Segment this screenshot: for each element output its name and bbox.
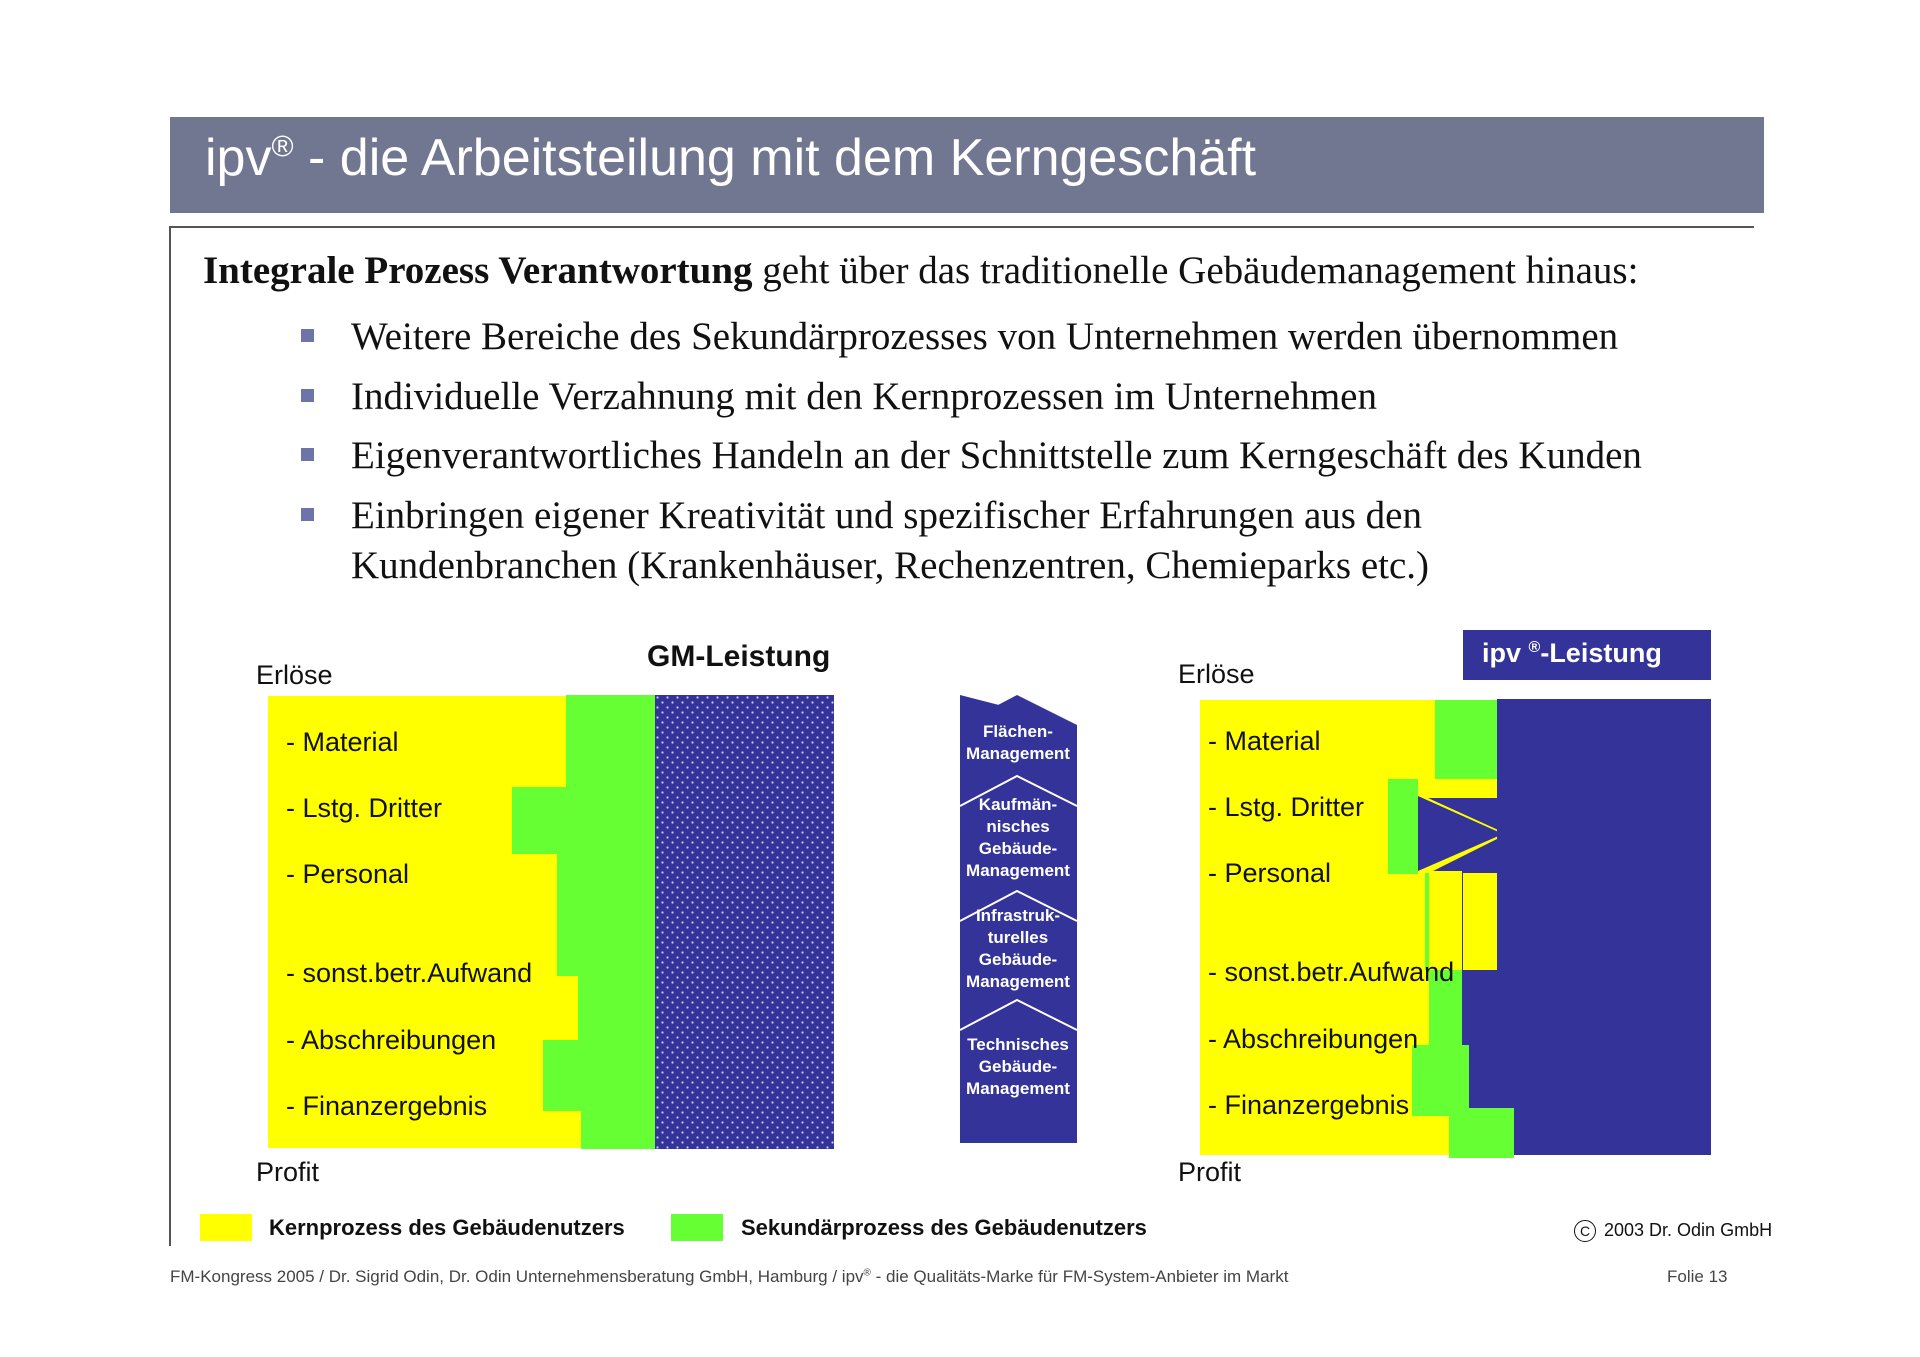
row-label: - sonst.betr.Aufwand: [286, 958, 533, 988]
row-label: - Lstg. Dritter: [286, 793, 443, 823]
row-label: - Abschreibungen: [1208, 1024, 1419, 1054]
row-label: - Personal: [286, 859, 410, 889]
legend-swatch-kern: [200, 1214, 252, 1241]
footer-text: FM-Kongress 2005 / Dr. Sigrid Odin, Dr. Odin Unternehmensberatung GmbH, Hamburg / ipv® - die Qualitäts-Marke für FM-System-Anbieter im Markt: [170, 1267, 1289, 1286]
profit-label: Profit: [256, 1157, 320, 1187]
erloese-label: Erlöse: [1178, 659, 1255, 689]
row-label: - Personal: [1208, 858, 1332, 888]
row-label: - Material: [286, 727, 399, 757]
arrow-segment-infrastrukturell: Infrastruk- turelles Gebäude- Management: [966, 906, 1070, 991]
slide-title: ipv® - die Arbeitsteilung mit dem Kerngeschäft: [205, 129, 1257, 187]
arrow-segment-technisch: Technisches Gebäude- Management: [966, 1035, 1070, 1098]
row-label: - Material: [1208, 726, 1321, 756]
gm-leistung-area: [655, 695, 834, 1149]
row-label: - sonst.betr.Aufwand: [1208, 957, 1455, 987]
row-label: - Finanzergebnis: [1208, 1090, 1410, 1120]
copyright-icon: C: [1574, 1220, 1596, 1242]
bullet-text: Eigenverantwortliches Handeln an der Schnittstelle zum Kerngeschäft des Kunden: [351, 434, 1642, 477]
bullet-text: Individuelle Verzahnung mit den Kernprozessen im Unternehmen: [351, 375, 1377, 418]
ipv-leistung-heading: ipv ®-Leistung: [1482, 638, 1662, 668]
row-label: - Lstg. Dritter: [1208, 792, 1365, 822]
legend-swatch-sekundaer: [671, 1214, 723, 1241]
arrow-segment-kaufmaennisch: Kaufmän- nisches Gebäude- Management: [966, 795, 1070, 880]
ipv-leistung-area: [1497, 699, 1711, 1155]
arrow-segment-flaechen: Flächen- Management: [966, 722, 1070, 763]
copyright-note: C 2003 Dr. Odin GmbH: [1574, 1220, 1772, 1242]
gm-leistung-heading: GM-Leistung: [647, 640, 831, 673]
bullet-text-continuation: Kundenbranchen (Krankenhäuser, Rechenzentren, Chemieparks etc.): [351, 544, 1430, 587]
bullet-text: Weitere Bereiche des Sekundärprozesses von Unternehmen werden übernommen: [351, 315, 1619, 358]
gm-chart: [268, 695, 834, 1149]
bullet-text: Einbringen eigener Kreativität und spezifischer Erfahrungen aus den: [351, 494, 1422, 537]
erloese-label: Erlöse: [256, 660, 333, 690]
profit-label: Profit: [1178, 1157, 1242, 1187]
row-label: - Abschreibungen: [286, 1025, 497, 1055]
row-label: - Finanzergebnis: [286, 1091, 488, 1121]
legend-label-sekundaer: Sekundärprozess des Gebäudenutzers: [741, 1215, 1147, 1240]
legend-label-kern: Kernprozess des Gebäudenutzers: [269, 1215, 625, 1240]
intro-text: Integrale Prozess Verantwortung geht über das traditionelle Gebäudemanagement hinaus:: [203, 249, 1639, 292]
slide-number: Folie 13: [1667, 1267, 1728, 1286]
